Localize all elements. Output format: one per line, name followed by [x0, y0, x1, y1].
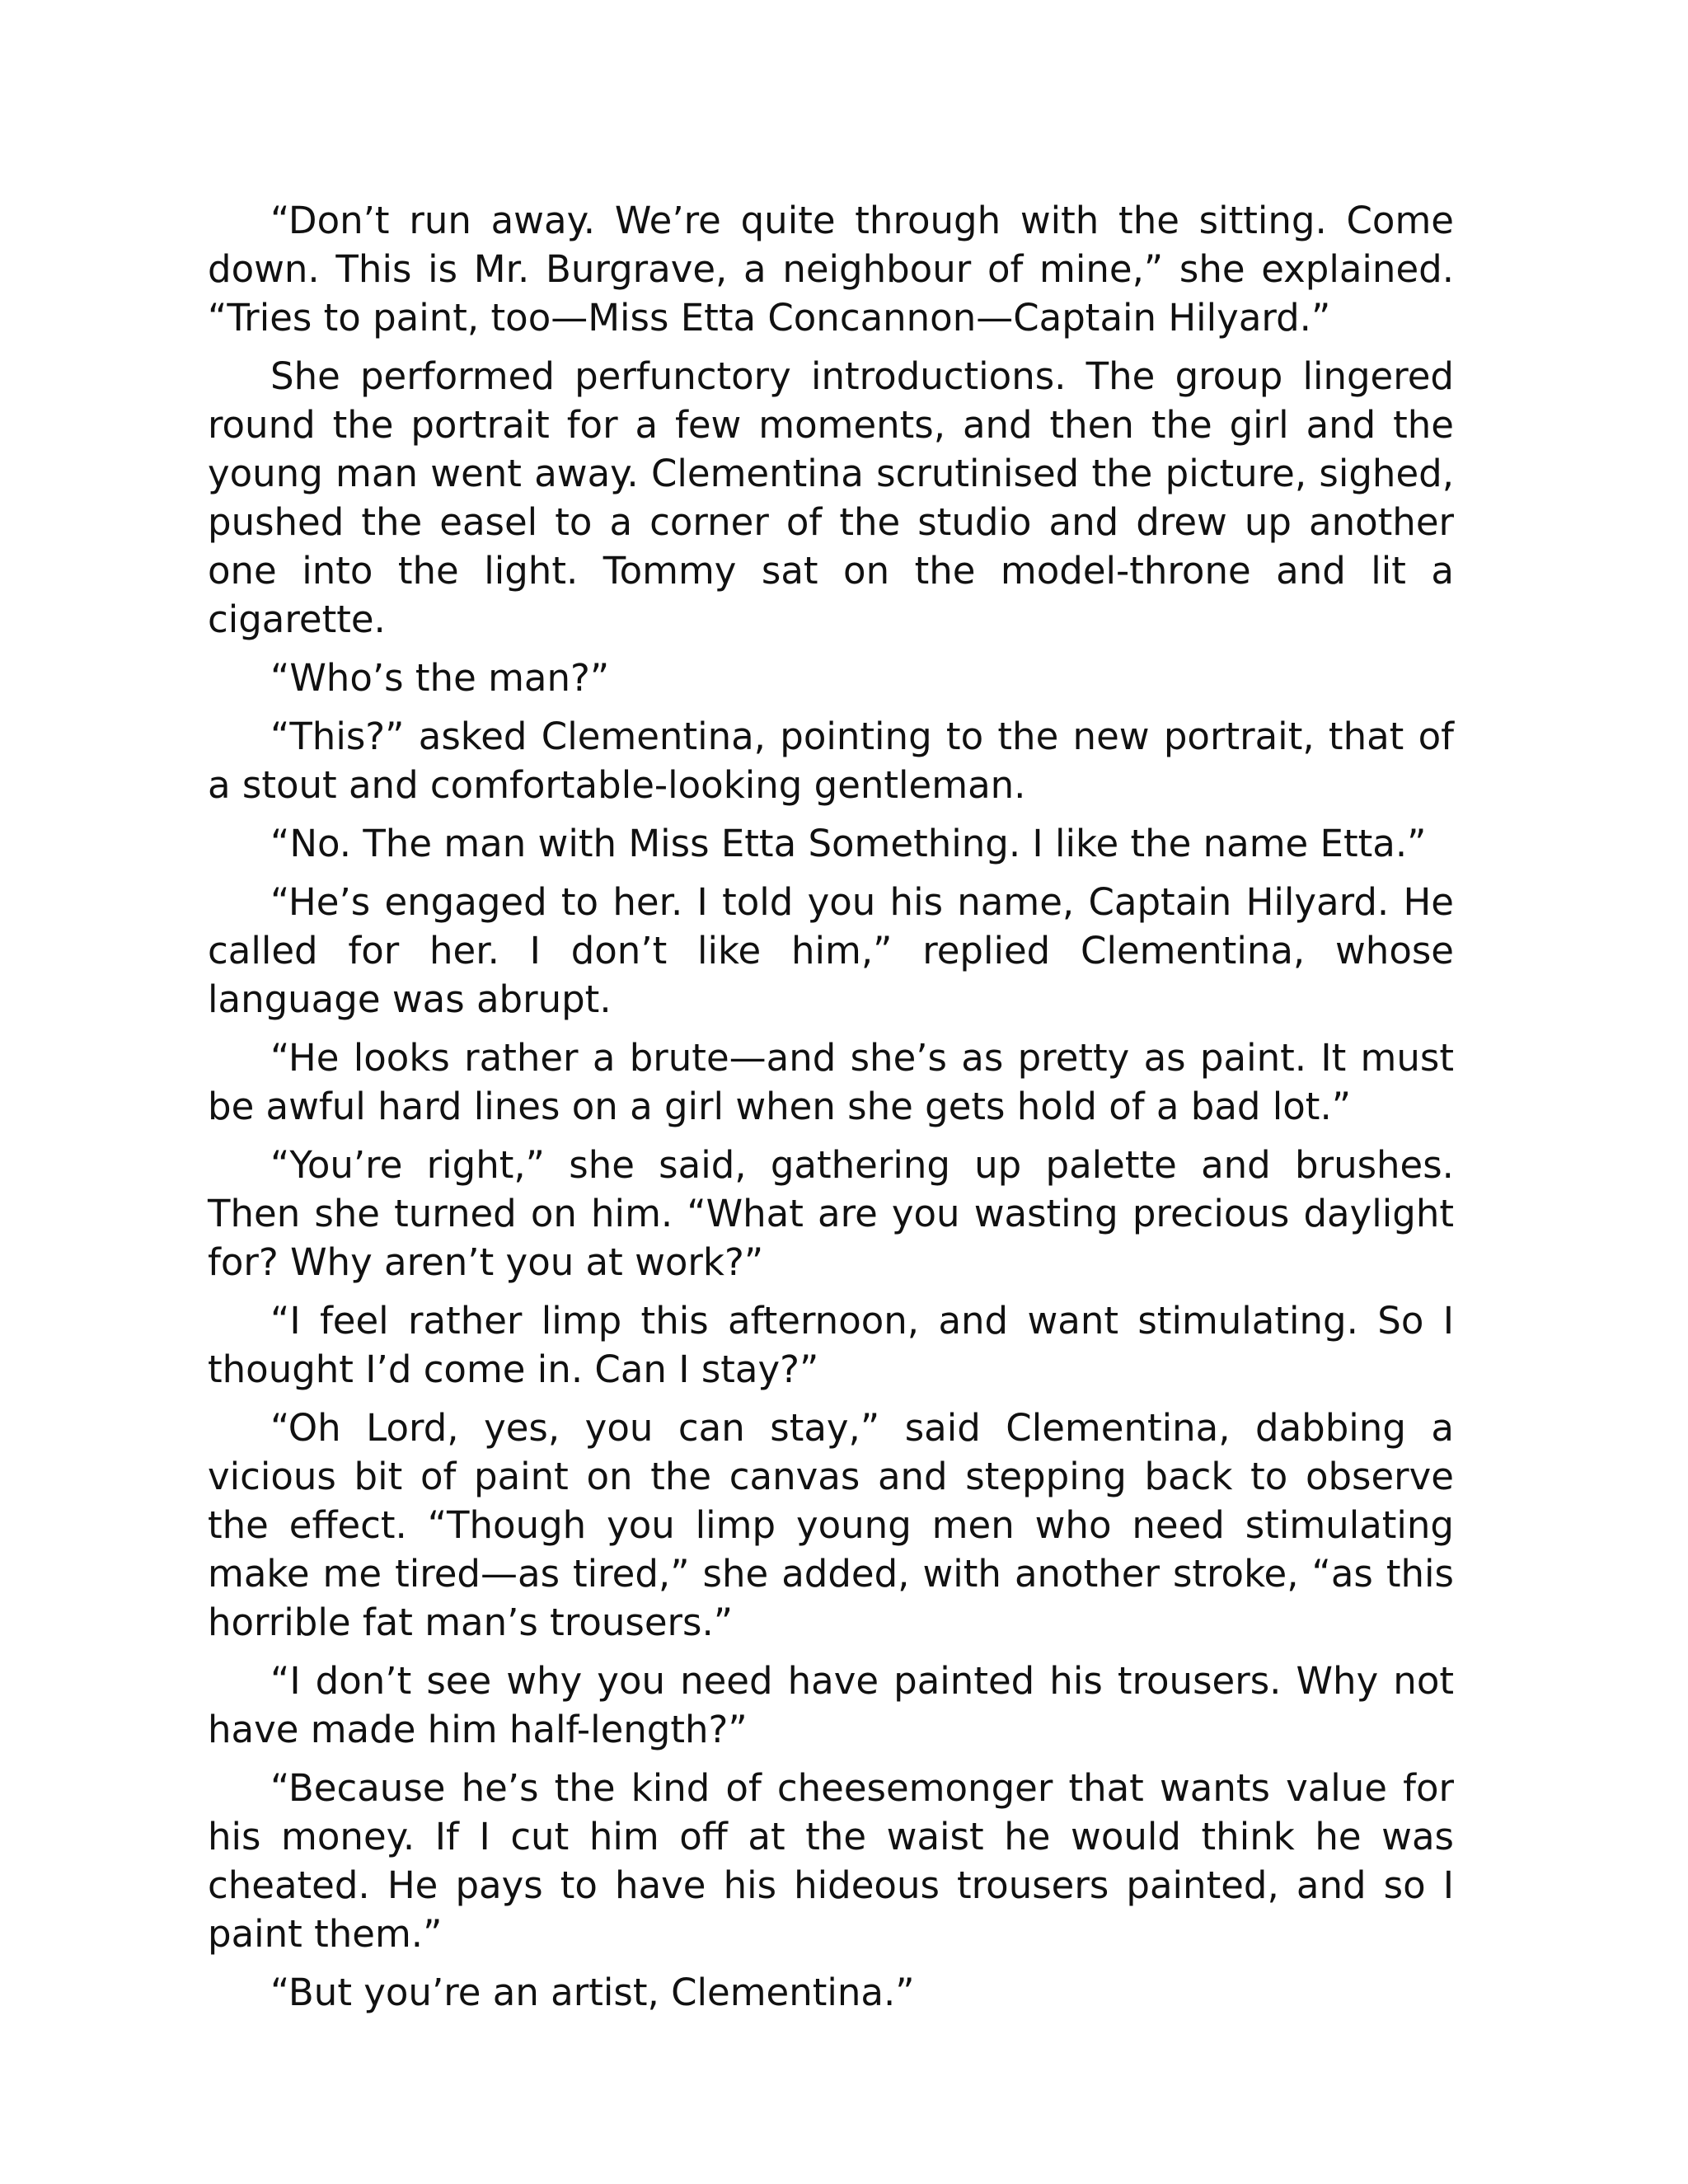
paragraph: “Because he’s the kind of cheesemonger that wants value for his money. If I cut him off at the waist he would think he was cheated. He pays to have his hideous trousers painted, and so I paint them.” [208, 1766, 1454, 1956]
paragraph: “No. The man with Miss Etta Something. I like the name Etta.” [270, 822, 1427, 865]
paragraph: “This?” asked Clementina, pointing to the new portrait, that of a stout and comfortable-looking gentleman. [208, 715, 1454, 807]
paragraph: “You’re right,” she said, gathering up palette and brushes. Then she turned on him. “What are you wasting precious daylight for? Why aren’t you at work?” [208, 1143, 1454, 1284]
paragraph: She performed perfunctory introductions. The group lingered round the portrait for a few moments, and then the girl and the young man went away. Clementina scrutinised the picture, sighed, pushed the easel to a corner of the studio and drew up another one into the light. Tommy sat on the model-throne and lit a cigarette. [208, 354, 1454, 641]
paragraph: “But you’re an artist, Clementina.” [270, 1971, 915, 2014]
paragraph: “Who’s the man?” [270, 656, 610, 700]
paragraph: “I feel rather limp this afternoon, and want stimulating. So I thought I’d come in. Can I stay?” [208, 1299, 1454, 1391]
paragraph: “I don’t see why you need have painted his trousers. Why not have made him half-length?” [208, 1659, 1454, 1751]
paragraph: “Oh Lord, yes, you can stay,” said Clementina, dabbing a vicious bit of paint on the canvas and stepping back to observe the effect. “Though you limp young men who need stimulating make me tired—as tired,” she added, with another stroke, “as this horrible fat man’s trousers.” [208, 1406, 1454, 1644]
book-page [208, 196, 1454, 2014]
paragraph: “He’s engaged to her. I told you his name, Captain Hilyard. He called for her. I don’t like him,” replied Clementina, whose language was abrupt. [208, 880, 1454, 1021]
paragraph: “Don’t run away. We’re quite through with the sitting. Come down. This is Mr. Burgrave, a neighbour of mine,” she explained. “Tries to paint, too—Miss Etta Concannon—Captain Hilyard.” [208, 199, 1454, 340]
paragraph: “He looks rather a brute—and she’s as pretty as paint. It must be awful hard lines on a girl when she gets hold of a bad lot.” [208, 1036, 1454, 1128]
